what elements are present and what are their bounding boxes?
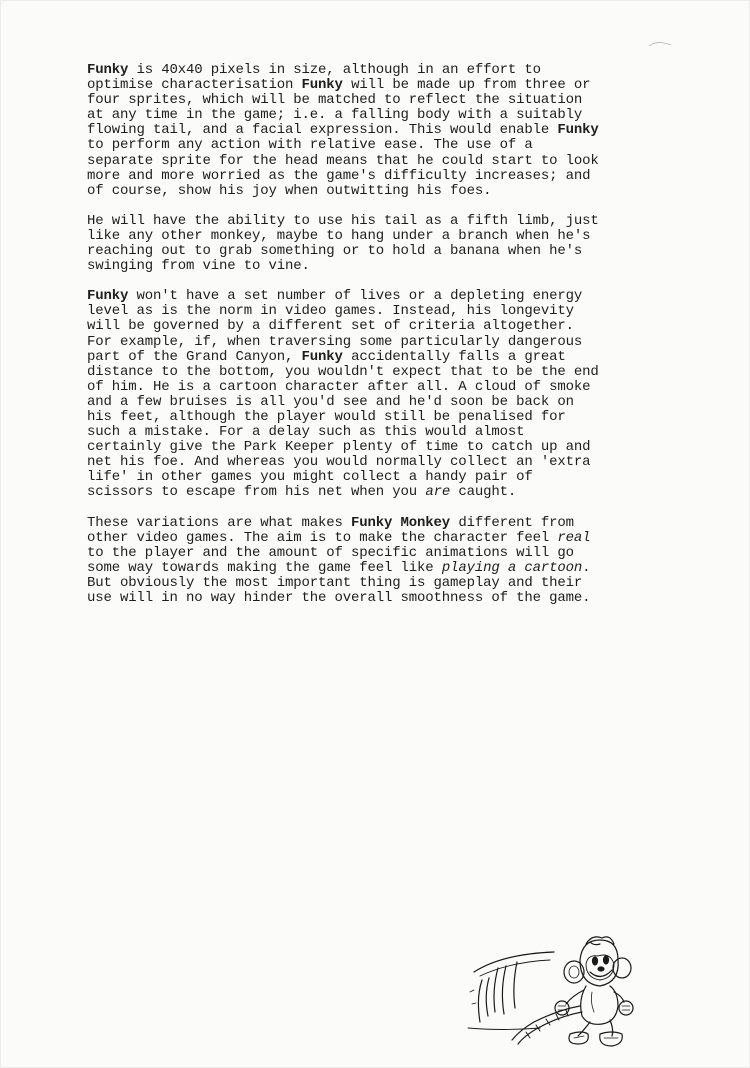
pencil-mark-icon [648,40,672,48]
typed-text [87,63,727,621]
text-run: separate sprite for the head means that he could start to look [87,152,599,169]
italic-text: real [557,529,591,546]
bold-text: Funky [301,348,343,365]
text-run: But obviously the most important thing is gameplay and their [87,574,583,591]
text-run: of him. He is a cartoon character after all. A cloud of smoke [87,378,591,395]
text-run: use will in no way hinder the overall smoothness of the game. [87,590,591,606]
text-run: net his foe. And whereas you would normally collect an 'extra [87,454,591,471]
text-run: his feet, although the player would still be penalised for [87,408,566,425]
paragraph-tail-limb [87,214,727,274]
paragraph-lives [87,289,727,500]
bold-text: Funky Monkey [351,514,451,531]
text-run: such a mistake. For a delay such as this would almost [87,424,525,441]
paragraph-variations [87,516,727,607]
bold-text: Funky [557,122,599,139]
text-run: of course, show his joy when outwitting his foes. [87,182,492,199]
text-run: certainly give the Park Keeper plenty of time to catch up and [87,439,591,456]
bold-text: Funky [87,62,129,78]
text-run: distance to the bottom, you wouldn't expect that to be the end [87,363,599,380]
text-run: more and more worried as the game's difficulty increases; and [87,167,591,184]
text-run: optimise characterisation [87,77,302,94]
text-run: For example, if, when traversing some particularly dangerous [87,333,583,350]
text-run: different from [450,514,574,531]
text-run: scissors to escape from his net when you [87,484,426,501]
text-run: He will have the ability to use his tail as a fifth limb, just [87,212,599,229]
text-run: will be made up from three or [342,77,591,94]
text-run: and a few bruises is all you'd see and he'd soon be back on [87,393,574,410]
text-run: accidentally falls a great [342,348,566,365]
paragraph-funky-size [87,63,727,199]
text-run: These variations are what makes [87,514,352,531]
funky-monkey-sketch-icon [462,930,642,1050]
text-run: flowing tail, and a facial expression. This would enable [87,122,558,139]
bold-text: Funky [301,77,343,94]
text-run: life' in other games you might collect a handy pair of [87,469,533,486]
text-run: part of the Grand Canyon, [87,348,302,365]
text-run: is 40x40 pixels in size, although in an effort to [128,62,541,78]
text-run: other video games. The aim is to make the character feel [87,529,558,546]
text-run: four sprites, which will be matched to reflect the situation [87,92,583,109]
text-run: to the player and the amount of specific animations will go [87,544,574,561]
text-run: swinging from vine to vine. [87,258,310,275]
text-run: reaching out to grab something or to hold a banana when he's [87,243,583,260]
italic-text: are [425,484,451,501]
bold-text: Funky [87,288,129,305]
italic-text: playing a cartoon [441,559,583,576]
text-run: . [582,559,591,576]
text-run: won't have a set number of lives or a depleting energy [128,288,583,305]
text-run: level as is the norm in video games. Instead, his longevity [87,303,574,320]
text-run: to perform any action with relative ease. The use of a [87,137,533,154]
text-run: caught. [450,484,517,501]
text-run: like any other monkey, maybe to hang under a branch when he's [87,227,591,244]
text-run: will be governed by a different set of criteria altogether. [87,318,574,335]
text-run: at any time in the game; i.e. a falling body with a suitably [87,107,583,124]
text-run: some way towards making the game feel like [87,559,442,576]
